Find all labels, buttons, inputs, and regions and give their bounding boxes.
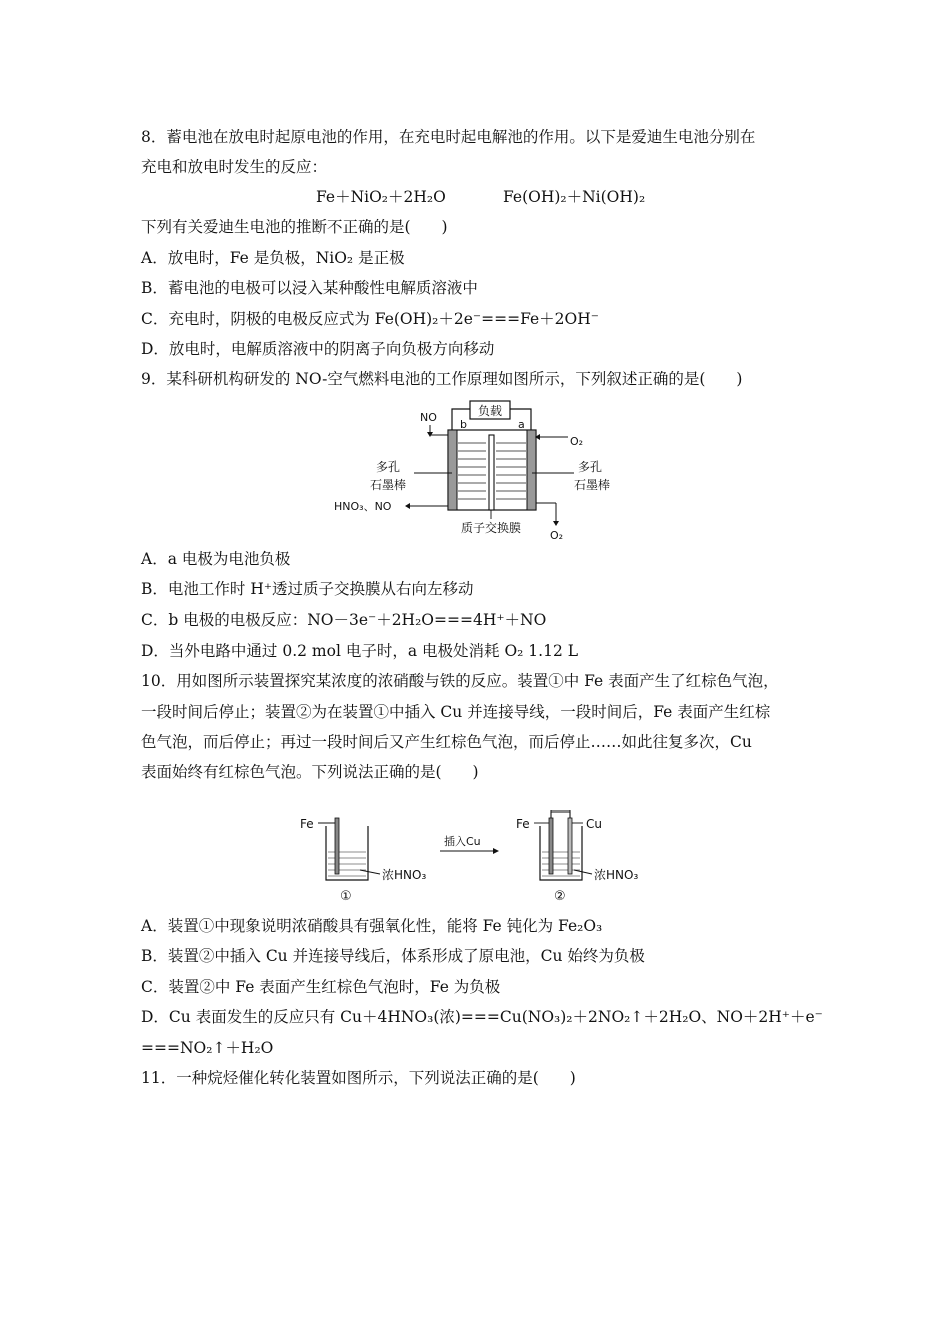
cu-strip [568,818,572,874]
electrode-a-label: a [518,418,525,431]
q10-option-c: C．装置②中 Fe 表面产生红棕色气泡时，Fe 为负极 [141,978,501,996]
o2-inlet-label: O₂ [570,435,584,448]
fe-strip-1 [335,818,339,874]
q10-stem-line3: 色气泡，而后停止；再过一段时间后又产生红棕色气泡，而后停止……如此往复多次，Cu [141,733,752,751]
outlet-left-label: HNO₃、NO [334,500,392,513]
load-label: 负载 [477,404,503,418]
q10-option-d-line2: ===NO₂↑＋H₂O [141,1039,274,1057]
fuel-cell-diagram [330,395,630,545]
right-graphite-label: 石墨棒 [574,478,611,492]
electrode-a [527,430,536,510]
no-inlet-label: NO [420,411,437,424]
q10-stem-line4: 表面始终有红棕色气泡。下列说法正确的是( ) [141,763,479,781]
q9-stem: 9．某科研机构研发的 NO-空气燃料电池的工作原理如图所示，下列叙述正确的是( ) [141,370,743,388]
q8-equation-right: Fe(OH)₂＋Ni(OH)₂ [503,188,646,206]
q10-option-b: B．装置②中插入 Cu 并连接导线后，体系形成了原电池，Cu 始终为负极 [141,947,645,965]
q11-stem: 11．一种烷烃催化转化装置如图所示，下列说法正确的是( ) [141,1069,576,1087]
cu-label: Cu [586,817,602,831]
q9-option-c: C．b 电极的电极反应：NO－3e⁻＋2H₂O===4H⁺＋NO [141,611,547,629]
fe-label-2: Fe [516,817,530,831]
beaker-1 [326,826,368,880]
q8-stem-line1: 8．蓄电池在放电时起原电池的作用，在充电时起电解池的作用。以下是爱迪生电池分别在 [141,128,756,146]
acid-label-1: 浓HNO₃ [382,868,427,882]
apparatus-1-label: ① [340,889,352,904]
q10-option-a: A．装置①中现象说明浓硝酸具有强氧化性，能将 Fe 钝化为 Fe₂O₃ [141,917,603,935]
beaker-2 [540,826,582,880]
o2-outlet-label: O₂ [550,529,564,542]
q9-option-d: D．当外电路中通过 0.2 mol 电子时，a 电极处消耗 O₂ 1.12 L [141,642,579,660]
connecting-wire [551,812,570,818]
q8-stem-line2: 充电和放电时发生的反应： [141,158,328,176]
acid-label-2: 浓HNO₃ [594,868,639,882]
fe-label-1: Fe [300,817,314,831]
q8-option-a: A．放电时，Fe 是负极，NiO₂ 是正极 [141,249,405,267]
electrode-b-label: b [460,418,467,431]
left-porous-label: 多孔 [376,460,401,474]
q8-question: 下列有关爱迪生电池的推断不正确的是( ) [141,218,448,236]
q8-option-b: B．蓄电池的电极可以浸入某种酸性电解质溶液中 [141,279,478,297]
q10-stem-line2: 一段时间后停止；装置②为在装置①中插入 Cu 并连接导线，一段时间后，Fe 表面产生红棕 [141,703,771,721]
fe-strip-2 [549,818,553,874]
q9-option-a: A．a 电极为电池负极 [141,550,291,568]
left-graphite-label: 石墨棒 [370,478,407,492]
q9-option-b: B．电池工作时 H⁺透过质子交换膜从右向左移动 [141,580,474,598]
q8-option-d: D．放电时，电解质溶液中的阴离子向负极方向移动 [141,340,495,358]
proton-membrane [489,435,494,510]
insert-cu-label: 插入Cu [444,835,481,848]
apparatus-2-label: ② [554,889,566,904]
iron-nitric-acid-diagram [298,810,658,905]
membrane-label: 质子交换膜 [460,521,522,535]
right-porous-label: 多孔 [578,460,603,474]
q10-option-d-line1: D．Cu 表面发生的反应只有 Cu＋4HNO₃(浓)===Cu(NO₃)₂＋2NO₂↑＋2H₂O、NO＋2H⁺＋e⁻ [141,1008,823,1026]
q8-option-c: C．充电时，阴极的电极反应式为 Fe(OH)₂＋2e⁻===Fe＋2OH⁻ [141,310,599,328]
q8-equation-left: Fe＋NiO₂＋2H₂O [316,188,446,206]
electrode-b [448,430,457,510]
q10-stem-line1: 10．用如图所示装置探究某浓度的浓硝酸与铁的反应。装置①中 Fe 表面产生了红棕色气泡， [141,672,779,690]
